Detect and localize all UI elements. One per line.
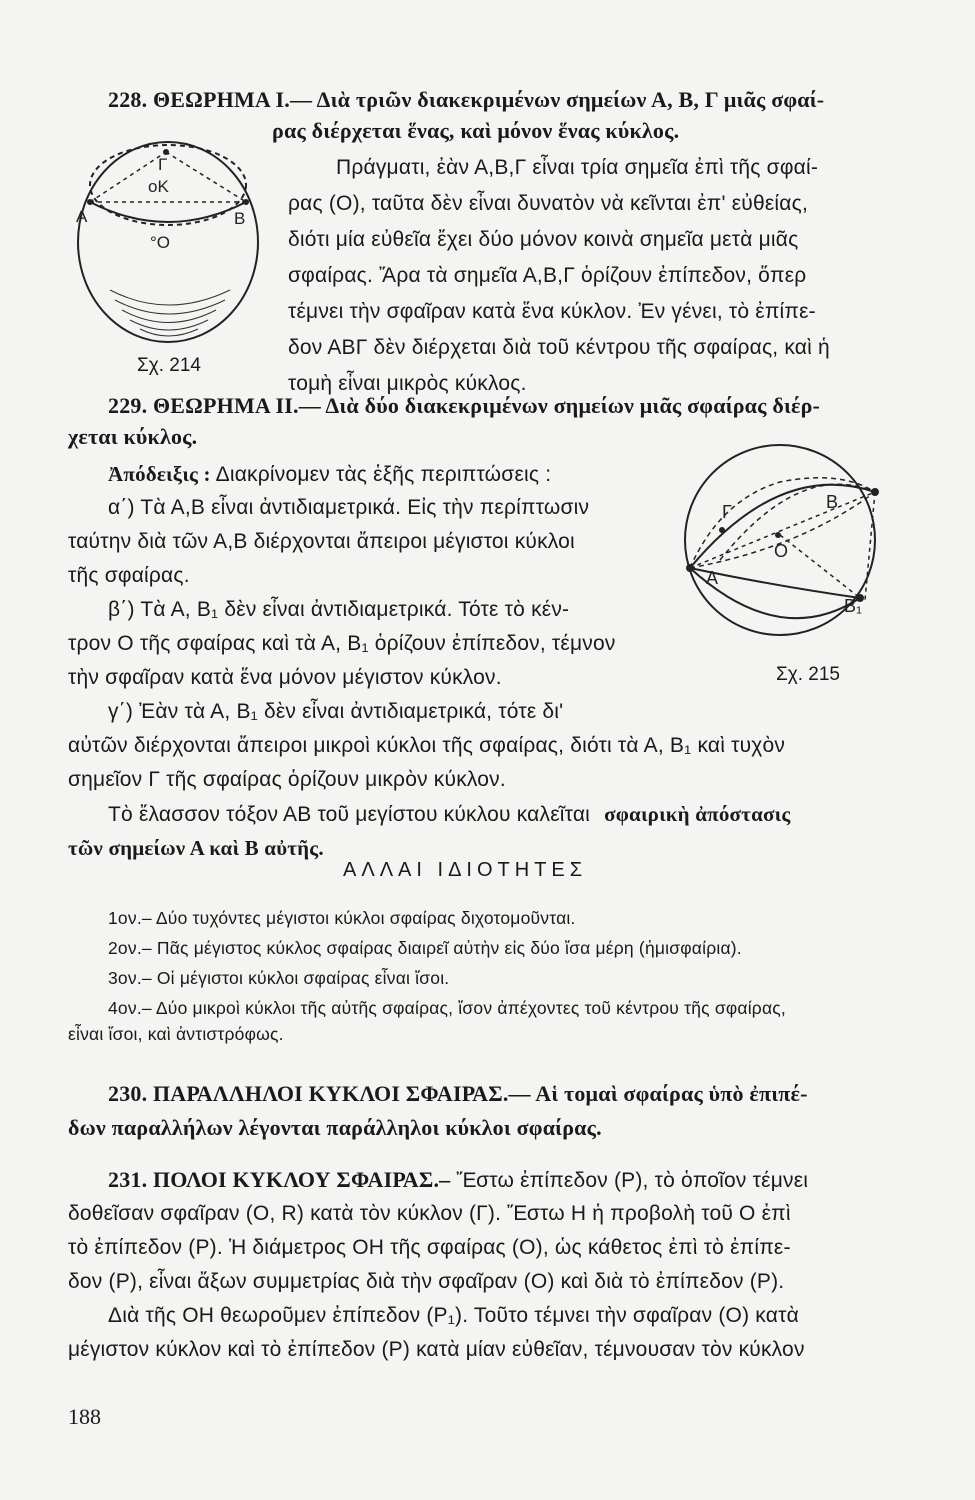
small-circle-front: [90, 202, 246, 222]
radius-ob1: [780, 535, 860, 598]
point-a: [686, 564, 694, 572]
label-k: οΚ: [148, 177, 169, 196]
shading-line: [122, 310, 216, 323]
theorem-229-line: τρον Ο τῆς σφαίρας καὶ τὰ Α, Β₁ ὁρίζουν ἐπίπεδον, τέμνον: [68, 632, 616, 655]
theorem-228-statement-1: Διὰ τριῶν διακεκριμένων σημείων Α, Β, Γ μιᾶς σφαί-: [316, 87, 825, 112]
theorem-228-proof-line: δον ΑΒΓ δὲν διέρχεται διὰ τοῦ κέντρου τῆς σφαίρας, καὶ ἡ: [288, 336, 830, 359]
page-number: 188: [68, 1404, 101, 1429]
section-230-line: 230. ΠΑΡΑΛΛΗΛΟΙ ΚΥΚΛΟΙ ΣΦΑΙΡΑΣ.— Αἱ τομαὶ σφαίρας ὑπὸ ἐπιπέ-: [108, 1081, 808, 1106]
theorem-229-definition-line: [108, 800, 790, 829]
property-item: 1ον.– Δύο τυχόντες μέγιστοι κύκλοι σφαίρας διχοτομοῦνται.: [108, 908, 576, 928]
label-a: Α: [706, 568, 719, 588]
theorem-229-line: ταύτην διὰ τῶν Α,Β διέρχονται ἄπειροι μέγιστοι κύκλοι: [68, 530, 575, 553]
theorem-228-proof-line: τέμνει τὴν σφαῖραν κατὰ ἕνα κύκλον. Ἐν γένει, τὸ ἐπίπε-: [288, 300, 816, 323]
theorem-229-line: τὴν σφαῖραν κατὰ ἕνα μόνον μέγιστον κύκλον.: [68, 666, 502, 689]
theorem-228-statement-2: ρας διέρχεται ἕνας, καὶ μόνον ἕνας κύκλος.: [272, 118, 680, 143]
theorem-228-proof-line: σφαίρας. Ἄρα τὰ σημεῖα Α,Β,Γ ὁρίζουν ἐπίπεδον, ὅπερ: [288, 264, 807, 287]
label-o: °Ο: [150, 233, 171, 252]
chord-gamma-b: [166, 152, 246, 202]
label-b: Β: [234, 209, 246, 228]
point-gamma: [719, 527, 725, 533]
theorem-229-line: αὐτῶν διέρχονται ἄπειροι μικροὶ κύκλοι τῆς σφαίρας, διότι τὰ Α, Β₁ καὶ τυχὸν: [68, 734, 786, 757]
theorem-229-line: σημεῖον Γ τῆς σφαίρας ὁρίζουν μικρὸν κύκλον.: [68, 768, 506, 791]
section-231-line: μέγιστον κύκλον καὶ τὸ ἐπίπεδον (Ρ) κατὰ μίαν εὐθεῖαν, τέμνουσαν τὸν κύκλον: [68, 1338, 805, 1361]
section-231-title: 231. ΠΟΛΟΙ ΚΥΚΛΟΥ ΣΦΑΙΡΑΣ.–: [108, 1167, 451, 1192]
theorem-228-proof-line: τομὴ εἶναι μικρὸς κύκλος.: [288, 372, 527, 395]
point-o: [775, 532, 781, 538]
section-231-line: δοθεῖσαν σφαῖραν (Ο, R) κατὰ τὸν κύκλον (Γ). Ἔστω Η ἡ προβολὴ τοῦ Ο ἐπὶ: [68, 1202, 791, 1225]
label-o: Ο: [774, 541, 789, 561]
theorem-229-line: γ΄) Ἐὰν τὰ Α, Β₁ δὲν εἶναι ἀντιδιαμετρικά, τότε δι': [108, 700, 564, 723]
figure-215-caption: Σχ. 215: [776, 664, 840, 685]
figure-214-sphere: [70, 130, 270, 350]
definition-term: σφαιρικὴ ἀπόστασις: [604, 802, 791, 826]
definition-text: Τὸ ἔλασσον τόξον ΑΒ τοῦ μεγίστου κύκλου καλεῖται: [108, 803, 591, 826]
theorem-229-statement-1: Διὰ δύο διακεκριμένων σημείων μιᾶς σφαίρας διέρ-: [325, 393, 821, 418]
theorem-229-line: τῆς σφαίρας.: [68, 564, 190, 587]
dashed-arc-gamma: [720, 484, 875, 560]
proof-label: Ἀπόδειξις :: [108, 462, 211, 486]
figure-214-caption: Σχ. 214: [137, 355, 201, 376]
property-item-continuation: εἶναι ἴσοι, καὶ ἀντιστρόφως.: [68, 1024, 284, 1044]
theorem-228-proof-line: διότι μία εὐθεῖα ἔχει δύο μόνον κοινὰ σημεῖα μετὰ μιᾶς: [288, 228, 799, 251]
point-a: [87, 199, 93, 205]
shading-line: [115, 300, 225, 314]
section-231-text: Ἔστω ἐπίπεδον (Ρ), τὸ ὁποῖον τέμνει: [456, 1169, 809, 1192]
theorem-229-statement-2: χεται κύκλος.: [68, 424, 198, 449]
theorem-229-line: α΄) Τὰ Α,Β εἶναι ἀντιδιαμετρικά. Εἰς τὴν περίπτωσιν: [108, 496, 590, 519]
other-properties-heading: ΑΛΛΑΙ ΙΔΙΟΤΗΤΕΣ: [343, 859, 588, 881]
point-b: [871, 488, 879, 496]
property-item: 3ον.– Οἱ μέγιστοι κύκλοι σφαίρας εἶναι ἴσοι.: [108, 968, 450, 988]
property-item: 4ον.– Δύο μικροὶ κύκλοι τῆς αὐτῆς σφαίρας, ἴσον ἀπέχοντες τοῦ κέντρου τῆς σφαίρας,: [108, 998, 786, 1018]
theorem-228-heading: [108, 86, 824, 114]
label-a: Α: [76, 207, 88, 226]
theorem-229-line: β΄) Τὰ Α, Β₁ δὲν εἶναι ἀντιδιαμετρικά. Τότε τὸ κέν-: [108, 598, 570, 621]
theorem-228-proof-line: ρας (Ο), ταῦτα δὲν εἶναι δυνατὸν νὰ κεῖνται ἐπ' εὐθείας,: [288, 192, 808, 215]
shading-line: [110, 290, 230, 305]
point-b: [243, 199, 249, 205]
theorem-229-title: 229. ΘΕΩΡΗΜΑ ΙΙ.—: [108, 393, 321, 418]
property-item: 2ον.– Πᾶς μέγιστος κύκλος σφαίρας διαιρεῖ αὐτὴν εἰς δύο ἴσα μέρη (ἡμισφαίρια).: [108, 938, 742, 958]
theorem-229-heading: [108, 392, 820, 420]
label-gamma: Γ: [158, 155, 168, 174]
theorem-229-proof-intro: [108, 460, 551, 489]
definition-term-continued: τῶν σημείων Α καὶ Β αὐτῆς.: [68, 836, 324, 860]
label-b1: Β₁: [844, 596, 863, 616]
section-230-line: δων παραλλήλων λέγονται παράλληλοι κύκλοι σφαίρας.: [68, 1115, 602, 1140]
section-231-line: δον (Ρ), εἶναι ἄξων συμμετρίας διὰ τὴν σφαῖραν (Ο) καὶ διὰ τὸ ἐπίπεδον (Ρ).: [68, 1270, 785, 1293]
theorem-228-proof-line: Πράγματι, ἐὰν Α,Β,Γ εἶναι τρία σημεῖα ἐπὶ τῆς σφαί-: [336, 156, 819, 179]
section-231-line: Διὰ τῆς ΟΗ θεωροῦμεν ἐπίπεδον (Ρ₁). Τοῦτο τέμνει τὴν σφαῖραν (Ο) κατὰ: [108, 1304, 799, 1327]
section-231-heading: [108, 1166, 808, 1195]
shading-line: [130, 320, 208, 330]
label-gamma: Γ: [722, 502, 732, 522]
figure-215-sphere: [660, 440, 900, 650]
label-b: Β: [826, 492, 839, 512]
theorem-228-title: 228. ΘΕΩΡΗΜΑ Ι.—: [108, 87, 313, 112]
section-231-line: τὸ ἐπίπεδον (Ρ). Ἡ διάμετρος ΟΗ τῆς σφαίρας (Ο), ὡς κάθετος ἐπὶ τὸ ἐπίπε-: [68, 1236, 791, 1259]
proof-intro-text: Διακρίνομεν τὰς ἑξῆς περιπτώσεις :: [215, 463, 552, 486]
